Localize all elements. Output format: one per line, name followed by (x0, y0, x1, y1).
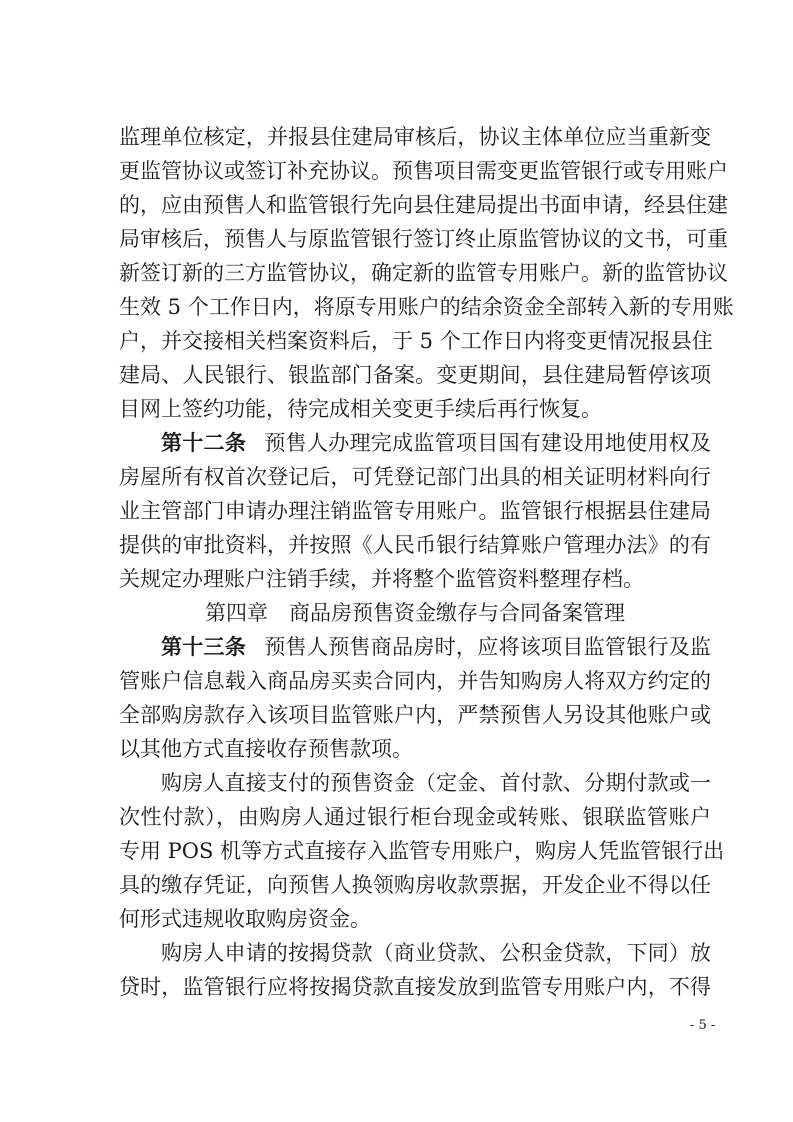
text-line: 的，应由预售人和监管银行先向县住建局提出书面申请，经县住建 (119, 193, 728, 217)
text-line: 专用 POS 机等方式直接存入监管专用账户，购房人凭监管银行出 (119, 839, 725, 863)
paragraph-first-line: 购房人申请的按揭贷款（商业贷款、公积金贷款，下同）放 (161, 941, 711, 965)
text-line: 更监管协议或签订补充协议。预售项目需变更监管银行或专用账户 (119, 159, 728, 183)
text-line: 提供的审批资料，并按照《人民币银行结算账户管理办法》的有 (119, 533, 711, 557)
page-number: - 5 - (690, 1018, 716, 1033)
paragraph-first-line: 购房人直接支付的预售资金（定金、首付款、分期付款或一 (161, 771, 711, 795)
text-line: 户，并交接相关档案资料后，于 5 个工作日内将变更情况报县住 (119, 329, 713, 353)
text-line: 何形式违规收取购房资金。 (119, 907, 371, 931)
article-13-title: 第十三条 (161, 634, 247, 659)
document-body (119, 120, 734, 1004)
text-line: 关规定办理账户注销手续，并将整个监管资料整理存档。 (119, 567, 644, 591)
text-line: 具的缴存凭证，向预售人换领购房收款票据，开发企业不得以任 (119, 873, 711, 897)
text-line: 管账户信息载入商品房买卖合同内，并告知购房人将双方约定的 (119, 669, 711, 693)
article-12-first-line (119, 426, 711, 460)
article-12-text: 预售人办理完成监管项目国有建设用地使用权及 (264, 431, 712, 455)
text-line: 局审核后，预售人与原监管银行签订终止原监管协议的文书，可重 (119, 227, 728, 251)
text-line: 业主管部门申请办理注销监管专用账户。监管银行根据县住建局 (119, 499, 711, 523)
text-line: 以其他方式直接收存预售款项。 (119, 737, 413, 761)
article-13-text: 预售人预售商品房时，应将该项目监管银行及监 (264, 635, 712, 659)
text-line: 目网上签约功能，待完成相关变更手续后再行恢复。 (119, 397, 602, 421)
text-line: 新签订新的三方监管协议，确定新的监管专用账户。新的监管协议 (119, 261, 728, 285)
text-line: 监理单位核定，并报县住建局审核后，协议主体单位应当重新变 (119, 125, 711, 149)
chapter-4-heading: 第四章 商品房预售资金缴存与合同备案管理 (205, 601, 625, 625)
text-line: 建局、人民银行、银监部门备案。变更期间，县住建局暂停该项 (119, 363, 711, 387)
text-line: 生效 5 个工作日内，将原专用账户的结余资金全部转入新的专用账 (119, 295, 734, 319)
text-line: 次性付款），由购房人通过银行柜台现金或转账、银联监管账户 (119, 805, 711, 829)
text-line: 全部购房款存入该项目监管账户内，严禁预售人另设其他账户或 (119, 703, 711, 727)
article-12-title: 第十二条 (161, 430, 247, 455)
article-13-first-line (119, 630, 711, 664)
text-line: 贷时，监管银行应将按揭贷款直接发放到监管专用账户内，不得 (119, 975, 711, 999)
text-line: 房屋所有权首次登记后，可凭登记部门出具的相关证明材料向行 (119, 465, 711, 489)
